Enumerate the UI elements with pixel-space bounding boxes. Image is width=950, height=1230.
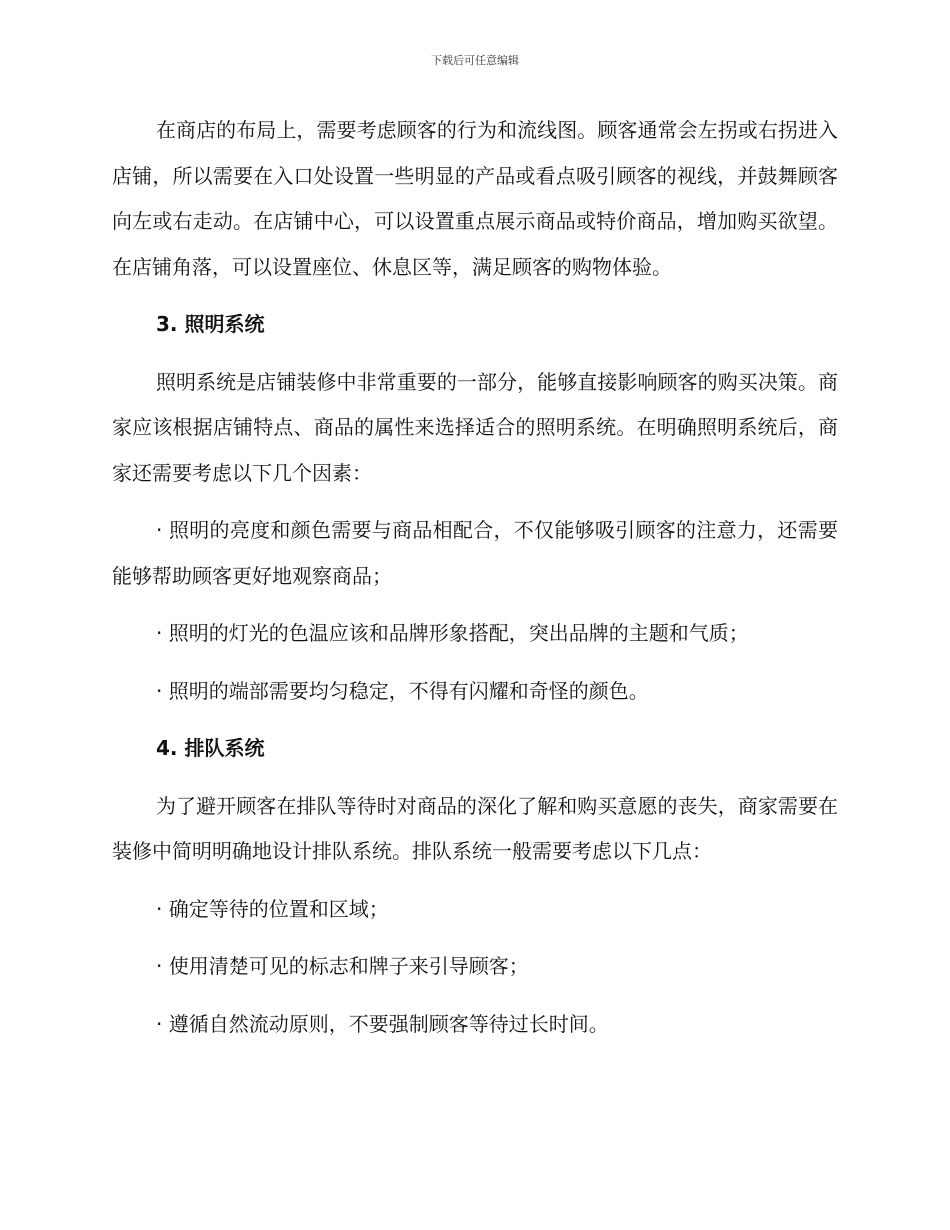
bullet-lighting-2: · 照明的灯光的色温应该和品牌形象搭配，突出品牌的主题和气质； [156,621,749,645]
bullet-lighting-3: · 照明的端部需要均匀稳定，不得有闪耀和奇怪的颜色。 [156,678,649,703]
heading-lighting-system: 3. 照明系统 [156,312,265,336]
bullet-lighting-1: · 照明的亮度和颜色需要与商品相配合，不仅能够吸引顾客的注意力，还需要能够帮助顾客更好地观察商品； [112,518,838,588]
bullet-queue-2: · 使用清楚可见的标志和牌子来引导顾客； [156,954,529,978]
paragraph-store-layout: 在商店的布局上，需要考虑顾客的行为和流线图。顾客通常会左拐或右拐进入店铺，所以需要在入口处设置一些明显的产品或看点吸引顾客的视线，并鼓舞顾客向左或右走动。在店铺中心，可以设置重点展示商品或特价商品，增加购买欲望。在店铺角落，可以设置座位、休息区等，满足顾客的购物体验。 [112,118,838,279]
bullet-queue-1: · 确定等待的位置和区域； [156,896,389,921]
heading-queue-system: 4. 排队系统 [156,736,265,760]
document-body [112,108,838,1047]
paragraph-queue-system: 为了避开顾客在排队等待时对商品的深化了解和购买意愿的丧失，商家需要在装修中简明明确地设计排队系统。排队系统一般需要考虑以下几点： [112,793,838,863]
bullet-queue-3: · 遵循自然流动原则，不要强制顾客等待过长时间。 [156,1011,609,1036]
paragraph-lighting-system: 照明系统是店铺装修中非常重要的一部分，能够直接影响顾客的购买决策。商家应该根据店铺特点、商品的属性来选择适合的照明系统。在明确照明系统后，商家还需要考虑以下几个因素： [112,369,838,485]
page-header-note: 下载后可任意编辑 [431,54,519,67]
